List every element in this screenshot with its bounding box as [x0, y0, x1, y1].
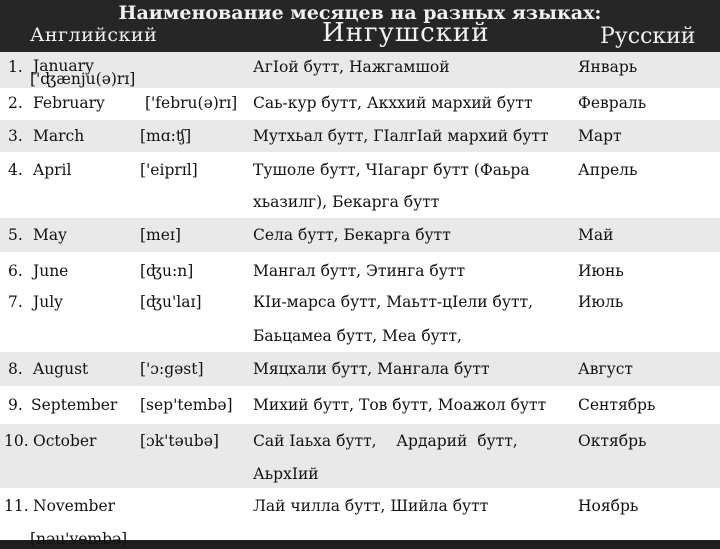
ingush-month: КӀи-марса бутт, Маьтт-цӀели бутт,: [253, 293, 534, 311]
transcription: [sep'tembə]: [140, 396, 233, 414]
transcription: [ʤu'laɪ]: [140, 293, 202, 311]
russian-month: Январь: [578, 58, 638, 76]
english-month: April: [33, 161, 72, 179]
russian-month: Февраль: [578, 94, 647, 112]
table-row: [0, 352, 720, 386]
row-number: 7.: [8, 293, 23, 311]
row-number: 10.: [4, 432, 29, 450]
table-row: [0, 254, 720, 286]
table-row: [0, 52, 720, 88]
table-row: [0, 154, 720, 216]
row-number: 1.: [8, 58, 23, 76]
table-row: [0, 218, 720, 252]
ingush-month: Лай чилла бутт, Шийла бутт: [253, 497, 489, 515]
column-header-russian: Русский: [600, 24, 696, 49]
transcription: ['febru(ə)rɪ]: [145, 94, 238, 112]
ingush-month-continued: хьазилг), Бекарга бутт: [253, 193, 440, 211]
english-month: May: [33, 226, 67, 244]
english-month: August: [33, 360, 89, 378]
table-row: [0, 88, 720, 118]
transcription: [ɔk'təubə]: [140, 432, 219, 450]
russian-month: Апрель: [578, 161, 638, 179]
transcription: [meɪ]: [140, 226, 181, 244]
english-month: July: [33, 293, 63, 311]
table-row: [0, 424, 720, 488]
ingush-month-continued: АьрхӀий: [253, 465, 319, 483]
english-month: March: [33, 127, 85, 145]
transcription: ['ɔ:gəst]: [140, 360, 204, 378]
ingush-month: Села бутт, Бекарга бутт: [253, 226, 451, 244]
russian-month: Март: [578, 127, 622, 145]
row-number: 11.: [4, 497, 29, 515]
ingush-month: Тушоле бутт, ЧӀагарг бутт (Фаьра: [253, 161, 530, 179]
english-month: February: [33, 94, 105, 112]
months-table: [0, 52, 720, 548]
russian-month: Сентябрь: [578, 396, 656, 414]
transcription: [nəu'vembə]: [30, 530, 128, 548]
row-number: 6.: [8, 262, 23, 280]
transcription: [ʤu:n]: [140, 262, 194, 280]
ingush-month: Мангал бутт, Этинга бутт: [253, 262, 466, 280]
table-row: [0, 490, 720, 548]
row-number: 9.: [8, 396, 23, 414]
row-number: 8.: [8, 360, 23, 378]
ingush-month: Сай Іаьха бутт, Ардарий бутт,: [253, 432, 518, 450]
ingush-month: Мяцхали бутт, Мангала бутт: [253, 360, 490, 378]
russian-month: Ноябрь: [578, 497, 639, 515]
slide-title: Наименование месяцев на разных языках:: [118, 2, 602, 24]
row-number: 3.: [8, 127, 23, 145]
russian-month: Октябрь: [578, 432, 647, 450]
table-row: [0, 388, 720, 422]
russian-month: Май: [578, 226, 614, 244]
ingush-month: АгӀой бутт, Нажгамшой: [253, 58, 450, 76]
russian-month: Июль: [578, 293, 624, 311]
english-month: January: [33, 57, 94, 75]
table-row: [0, 120, 720, 152]
english-month: June: [33, 262, 69, 280]
ingush-month: Саь-кур бутт, Акххий мархий бутт: [253, 94, 533, 112]
row-number: 2.: [8, 94, 23, 112]
english-month: September: [31, 396, 118, 414]
russian-month: Июнь: [578, 262, 624, 280]
english-month: November: [33, 497, 116, 515]
english-month: October: [33, 432, 97, 450]
transcription: ['eiprɪl]: [140, 161, 198, 179]
ingush-month: Михий бутт, Тов бутт, Моажол бутт: [253, 396, 547, 414]
ingush-month: Мутхьал бутт, ГӀалгӀай мархий бутт: [253, 127, 549, 145]
slide-header: [0, 0, 720, 52]
row-number: 4.: [8, 161, 23, 179]
table-row: [0, 286, 720, 350]
ingush-month-continued: Баьцамеа бутт, Меа бутт,: [253, 327, 462, 345]
column-header-ingush: Ингушский: [322, 18, 490, 48]
column-header-english: Английский: [30, 24, 158, 46]
transcription: [mɑ:ʧ]: [140, 127, 192, 145]
transcription: ['ʤænju(ə)rɪ]: [30, 70, 136, 88]
row-number: 5.: [8, 226, 23, 244]
russian-month: Август: [578, 360, 633, 378]
